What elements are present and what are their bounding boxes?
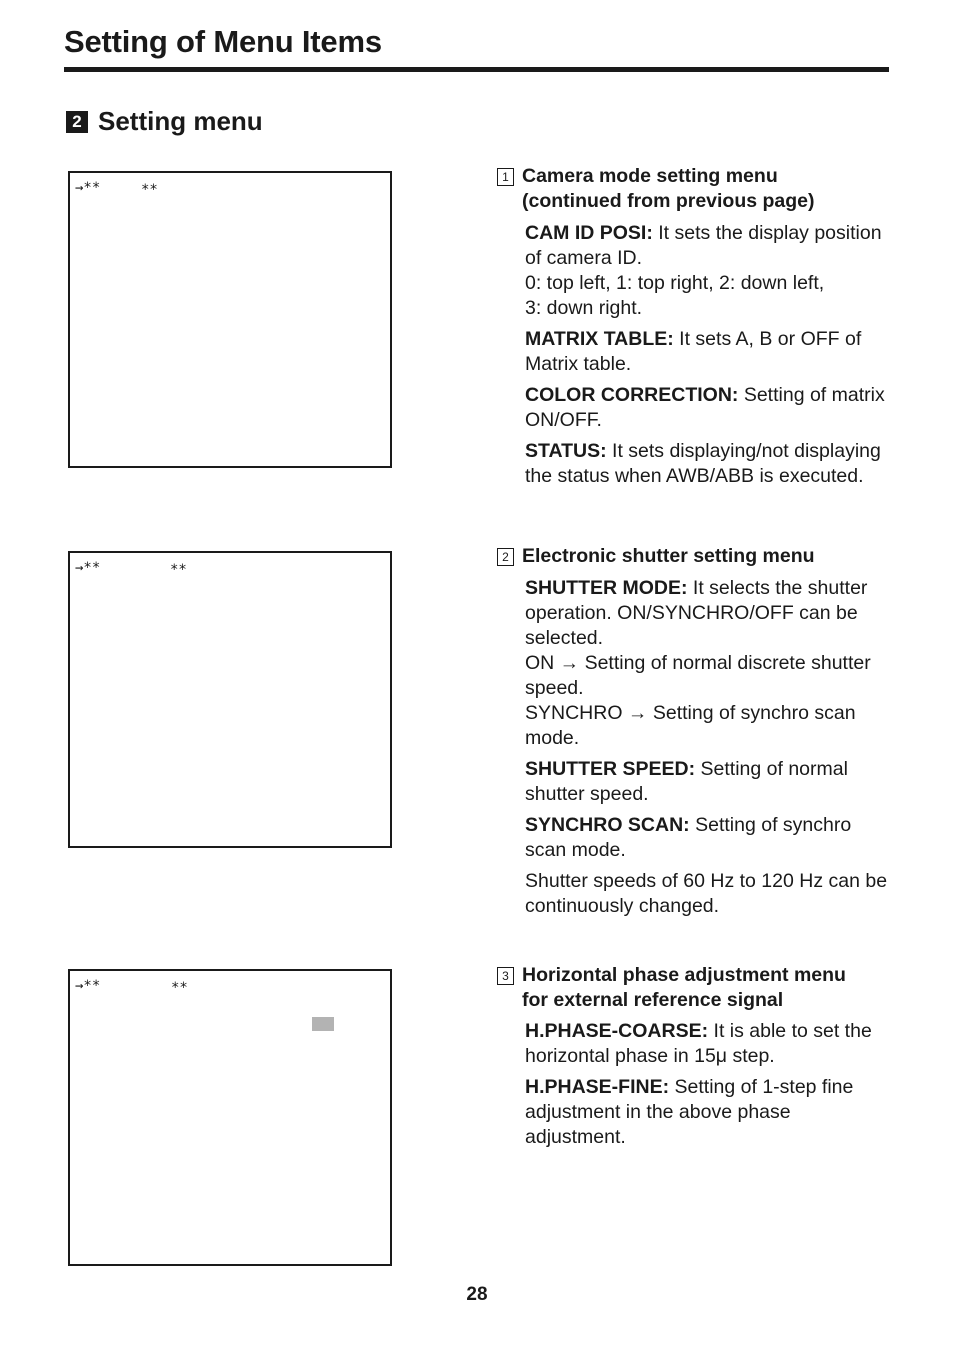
description-paragraph [525, 221, 890, 321]
item-heading-electronic-shutter [497, 544, 815, 569]
item-number-box: 1 [497, 168, 514, 186]
term-text: It selects the shutter operation. ON/SYNCHRO/OFF can be selected. [525, 577, 868, 649]
section-number-badge: 2 [66, 111, 88, 133]
description-paragraph [525, 757, 890, 807]
term-text: Setting of synchro scan mode. [525, 814, 852, 861]
description-paragraph [525, 1075, 890, 1150]
stars-marker: ** [141, 182, 158, 198]
stars-marker: ** [170, 562, 187, 578]
item-number-box: 2 [497, 548, 514, 566]
description-paragraph [525, 869, 890, 919]
item-description-horizontal-phase [525, 1019, 890, 1156]
term-text: It sets the display position of camera ID. [525, 222, 882, 269]
menu-screen-electronic-shutter [68, 551, 392, 848]
description-paragraph [525, 383, 890, 433]
term: H.PHASE-COARSE: [525, 1020, 709, 1042]
item-description-electronic-shutter [525, 576, 890, 925]
term-text: Setting of 1-step fine adjustment in the above phase adjustment. [525, 1076, 854, 1148]
section-heading [66, 106, 263, 137]
item-heading-line: Electronic shutter setting menu [522, 545, 815, 567]
extra-line: 3: down right. [525, 297, 643, 319]
extra-line: SYNCHRO → Setting of synchro scan mode. [525, 702, 856, 749]
menu-screen-horizontal-phase [68, 969, 392, 1266]
term: H.PHASE-FINE: [525, 1076, 670, 1098]
item-heading-line: Camera mode setting menu [522, 165, 778, 187]
item-heading-line: Horizontal phase adjustment menu [522, 964, 846, 986]
description-paragraph [525, 813, 890, 863]
description-paragraph [525, 439, 890, 489]
item-number-box: 3 [497, 967, 514, 985]
description-paragraph [525, 327, 890, 377]
term: COLOR CORRECTION: [525, 384, 739, 406]
item-heading-line: (continued from previous page) [522, 190, 815, 212]
stars-marker: ** [171, 980, 188, 996]
term: CAM ID POSI: [525, 222, 653, 244]
item-heading-line: for external reference signal [522, 989, 784, 1011]
cursor-arrow-marker: →** [75, 180, 101, 196]
term-text: Shutter speeds of 60 Hz to 120 Hz can be continuously changed. [525, 870, 888, 917]
description-paragraph [525, 1019, 890, 1069]
term: STATUS: [525, 440, 607, 462]
term-text: It is able to set the horizontal phase in 15μ step. [525, 1020, 872, 1067]
cursor-arrow-marker: →** [75, 560, 101, 576]
item-description-camera-mode [525, 221, 890, 495]
item-heading-horizontal-phase [497, 963, 846, 1013]
term-text: It sets displaying/not displaying the status when AWB/ABB is executed. [525, 440, 881, 487]
term-text: Setting of normal shutter speed. [525, 758, 848, 805]
page-title: Setting of Menu Items [64, 24, 382, 59]
menu-screen-camera-mode [68, 171, 392, 468]
description-paragraph [525, 576, 890, 751]
extra-line: ON → Setting of normal discrete shutter speed. [525, 652, 871, 699]
title-rule [64, 67, 889, 72]
term-text: It sets A, B or OFF of Matrix table. [525, 328, 862, 375]
page-number: 28 [466, 1284, 488, 1305]
term: SHUTTER SPEED: [525, 758, 696, 780]
term-text: Setting of matrix ON/OFF. [525, 384, 885, 431]
item-heading-camera-mode [497, 164, 815, 214]
extra-line: 0: top left, 1: top right, 2: down left, [525, 272, 825, 294]
term: SHUTTER MODE: [525, 577, 688, 599]
section-title: Setting menu [98, 106, 263, 136]
term: MATRIX TABLE: [525, 328, 674, 350]
cursor-arrow-marker: →** [75, 978, 101, 994]
term: SYNCHRO SCAN: [525, 814, 690, 836]
highlight-block [312, 1017, 334, 1031]
